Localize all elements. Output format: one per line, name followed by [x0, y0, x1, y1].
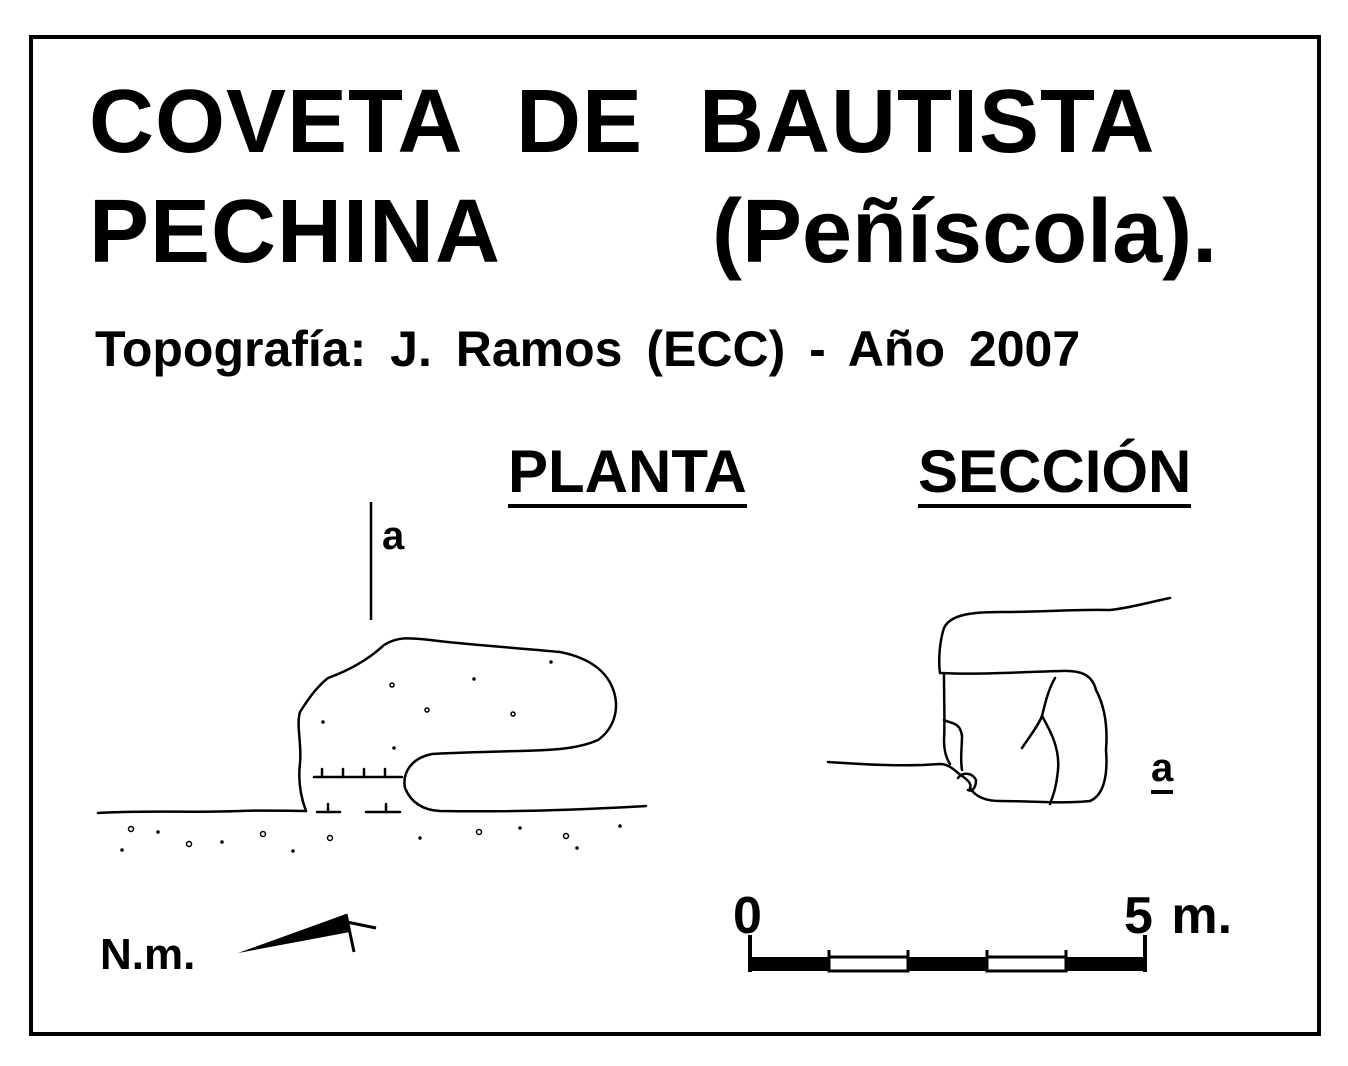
plan-heading: PLANTA	[508, 442, 747, 508]
floor-dot	[425, 708, 429, 712]
floor-dot	[322, 721, 324, 723]
scale-bar-segment-1	[750, 957, 829, 971]
floor-dot	[564, 834, 569, 839]
floor-dot	[187, 842, 192, 847]
section-view	[828, 598, 1170, 804]
floor-dot	[221, 841, 223, 843]
magnetic-north-label: N.m.	[100, 930, 196, 979]
title-line-2-name: PECHINA	[89, 182, 502, 282]
floor-dot	[390, 683, 394, 687]
section-ground-line	[828, 762, 971, 788]
scale-bar-segment-5	[1066, 957, 1145, 971]
floor-dot	[157, 831, 159, 833]
floor-dot	[511, 712, 515, 716]
section-ceiling-line	[940, 671, 1096, 690]
floor-dot	[292, 850, 294, 852]
scale-start-label: 0	[733, 887, 762, 945]
floor-dot	[328, 836, 333, 841]
floor-dot	[550, 661, 552, 663]
scale-bar-segment-4	[987, 957, 1066, 971]
plan-cave-outline	[299, 638, 646, 811]
plan-section-marker-label: a	[382, 514, 405, 558]
scale-bar	[750, 935, 1145, 972]
plan-view	[98, 638, 646, 813]
floor-dot	[121, 849, 123, 851]
floor-dot	[129, 827, 134, 832]
north-arrow-tail	[346, 914, 354, 952]
section-view-label: a	[1151, 748, 1173, 794]
floor-dot	[261, 832, 266, 837]
north-arrow-icon	[238, 914, 376, 953]
title-line-2-location: (Peñíscola).	[712, 182, 1218, 282]
plan-floor-dots	[121, 661, 621, 852]
scale-end-label: 5 m.	[1124, 887, 1233, 945]
plan-ground-line-left	[98, 811, 306, 813]
title-line-1: COVETA DE BAUTISTA	[89, 72, 1156, 172]
section-heading: SECCIÓN	[918, 442, 1191, 508]
floor-dot	[576, 847, 578, 849]
section-surface-line	[939, 598, 1170, 673]
floor-dot	[473, 678, 475, 680]
floor-dot	[477, 830, 482, 835]
floor-dot	[419, 837, 421, 839]
floor-dot	[519, 827, 521, 829]
section-entrance-notch	[958, 774, 976, 791]
section-fissure	[1022, 678, 1055, 748]
section-floor-line	[970, 788, 1090, 802]
section-wall-right	[1090, 690, 1107, 801]
floor-dot	[393, 747, 395, 749]
section-wall-left	[944, 673, 950, 764]
section-fissure-2	[1042, 716, 1058, 804]
north-arrow-body	[238, 914, 350, 953]
survey-credit: Topografía: J. Ramos (ECC) - Año 2007	[95, 321, 1081, 377]
section-inner-crack	[944, 720, 962, 770]
scale-bar-segment-2	[829, 957, 908, 971]
floor-dot	[619, 825, 621, 827]
scale-bar-segment-3	[908, 957, 987, 971]
